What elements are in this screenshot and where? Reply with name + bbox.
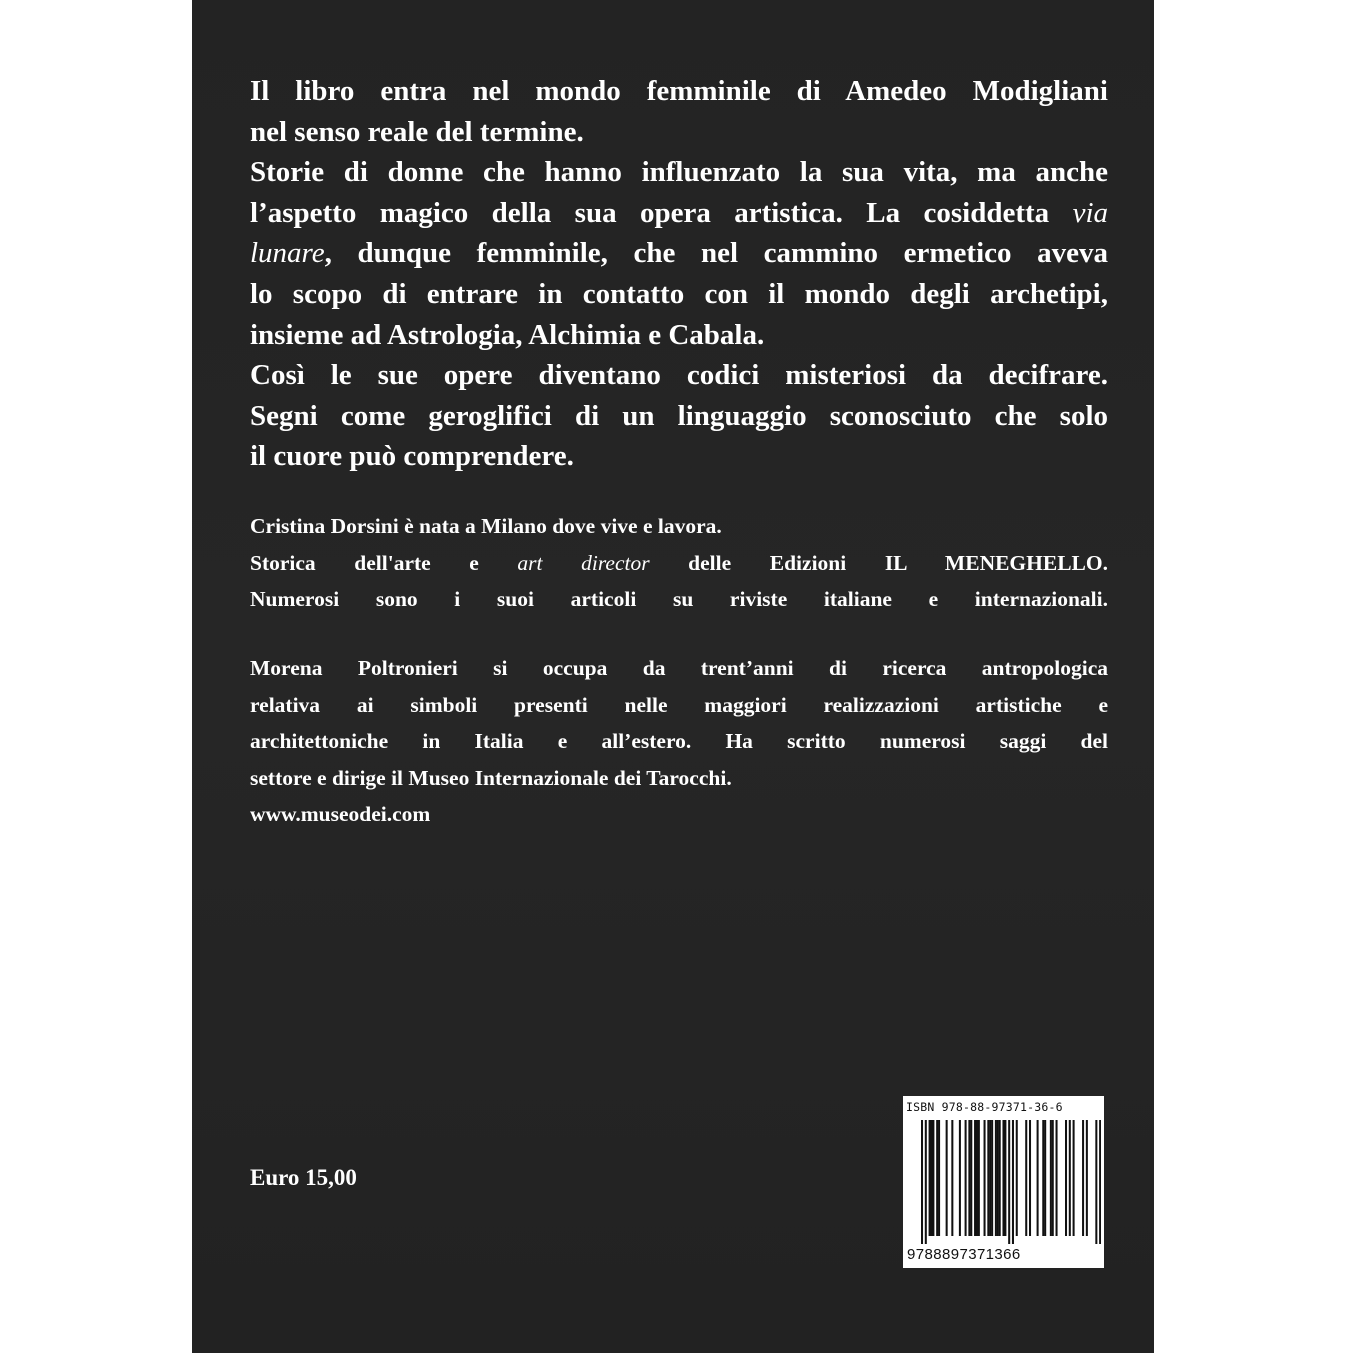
barcode-bar [951,1120,953,1236]
barcode-bar [970,1120,972,1236]
barcode-bar [936,1120,938,1236]
barcode-bar [1016,1120,1018,1236]
barcode-bar [1056,1120,1058,1236]
barcode-bar [1065,1120,1067,1236]
synopsis-text [250,71,1108,477]
barcode-bar [921,1120,923,1244]
barcode-bar [1029,1120,1031,1236]
synopsis-italic-segment: lunare [250,237,325,270]
bio-line: Cristina Dorsini è nata a Milano dove vive e lavora. [250,514,722,538]
synopsis-line: Il libro entra nel mondo femminile di Amedeo Modigliani [250,75,1108,107]
barcode-bar [1004,1120,1006,1236]
barcode-bar [965,1120,967,1236]
barcode-bar [938,1120,940,1236]
barcode-bar [1037,1120,1039,1236]
synopsis-segment: , dunque femminile, che nel cammino ermetico aveva [324,237,1108,270]
synopsis-italic-segment: via [1072,196,1109,229]
barcode-bar [984,1120,986,1236]
synopsis-line [250,193,1108,234]
isbn-barcode [903,1096,1104,1268]
synopsis-line: Storie di donne che hanno influenzato la sua vita, ma anche [250,156,1108,189]
author-bio-dorsini [250,508,1108,618]
barcode-bar [1050,1120,1052,1236]
barcode-bar [1099,1120,1101,1244]
bio-segment: Storica dell'arte e [250,550,479,575]
barcode-bar [976,1120,978,1236]
author-bio-poltronieri [250,650,1108,833]
barcode-bar [995,1120,997,1236]
synopsis-line: lo scopo di entrare in contatto con il mondo degli archetipi, [250,277,1108,310]
barcode-bar [929,1120,931,1236]
bio-line: Morena Poltronieri si occupa da trent’anni di ricerca antropologica [250,656,1108,680]
isbn-label: ISBN 978-88-97371-36-6 [906,1100,1063,1114]
bio-line: architettoniche in Italia e all’estero. Ha scritto numerosi saggi del [250,729,1108,753]
barcode-bar [989,1120,991,1236]
barcode-bar [974,1120,976,1236]
barcode-bar [932,1120,934,1236]
barcode-bar [968,1120,970,1236]
synopsis-line [250,233,1108,274]
barcode-bar [1052,1120,1054,1236]
price-label: Euro 15,00 [250,1165,357,1190]
barcode-bar [1025,1120,1027,1236]
barcode-bar [1008,1120,1010,1244]
barcode-bar [1042,1120,1044,1236]
barcode-bar [997,1120,999,1236]
synopsis-line: Così le sue opere diventano codici misteriosi da decifrare. [250,359,1108,392]
bio-line [250,545,1108,582]
synopsis-line: insieme ad Astrologia, Alchimia e Cabala. [250,318,765,351]
bio-segment: delle Edizioni IL MENEGHELLO. [688,550,1108,575]
barcode-bar [987,1120,989,1236]
synopsis-line: Segni come geroglifici di un linguaggio sconosciuto che solo [250,399,1108,432]
website-link: www.museodei.com [250,802,431,826]
barcode-bar [1095,1120,1097,1244]
barcode-bar [991,1120,993,1236]
barcode-bar [1012,1120,1014,1244]
barcode-bar [978,1120,980,1236]
barcode-bar [999,1120,1001,1236]
barcode-bar [925,1120,927,1244]
barcode-bar [946,1120,948,1236]
bio-italic-segment: art director [517,550,650,575]
barcode-bars [921,1120,1101,1244]
barcode-bar [1044,1120,1046,1236]
bio-line: Numerosi sono i suoi articoli su riviste italiane e internazionali. [250,587,1108,611]
barcode-bar [930,1120,932,1236]
barcode-bar [1082,1120,1084,1236]
barcode-bar [1069,1120,1071,1236]
synopsis-line: nel senso reale del termine. [250,115,584,148]
ean-digits: 9788897371366 [907,1246,1021,1263]
bio-line: relativa ai simboli presenti nelle maggiori realizzazioni artistiche e [250,692,1108,717]
bio-line: settore e dirige il Museo Internazionale dei Tarocchi. [250,765,732,790]
barcode-bar [959,1120,961,1236]
synopsis-segment: l’aspetto magico della sua opera artistica. La cosiddetta [250,196,1050,229]
synopsis-line: il cuore può comprendere. [250,440,574,473]
barcode-bar [1073,1120,1075,1236]
barcode-bar [1002,1120,1004,1236]
barcode-bar [1086,1120,1088,1236]
